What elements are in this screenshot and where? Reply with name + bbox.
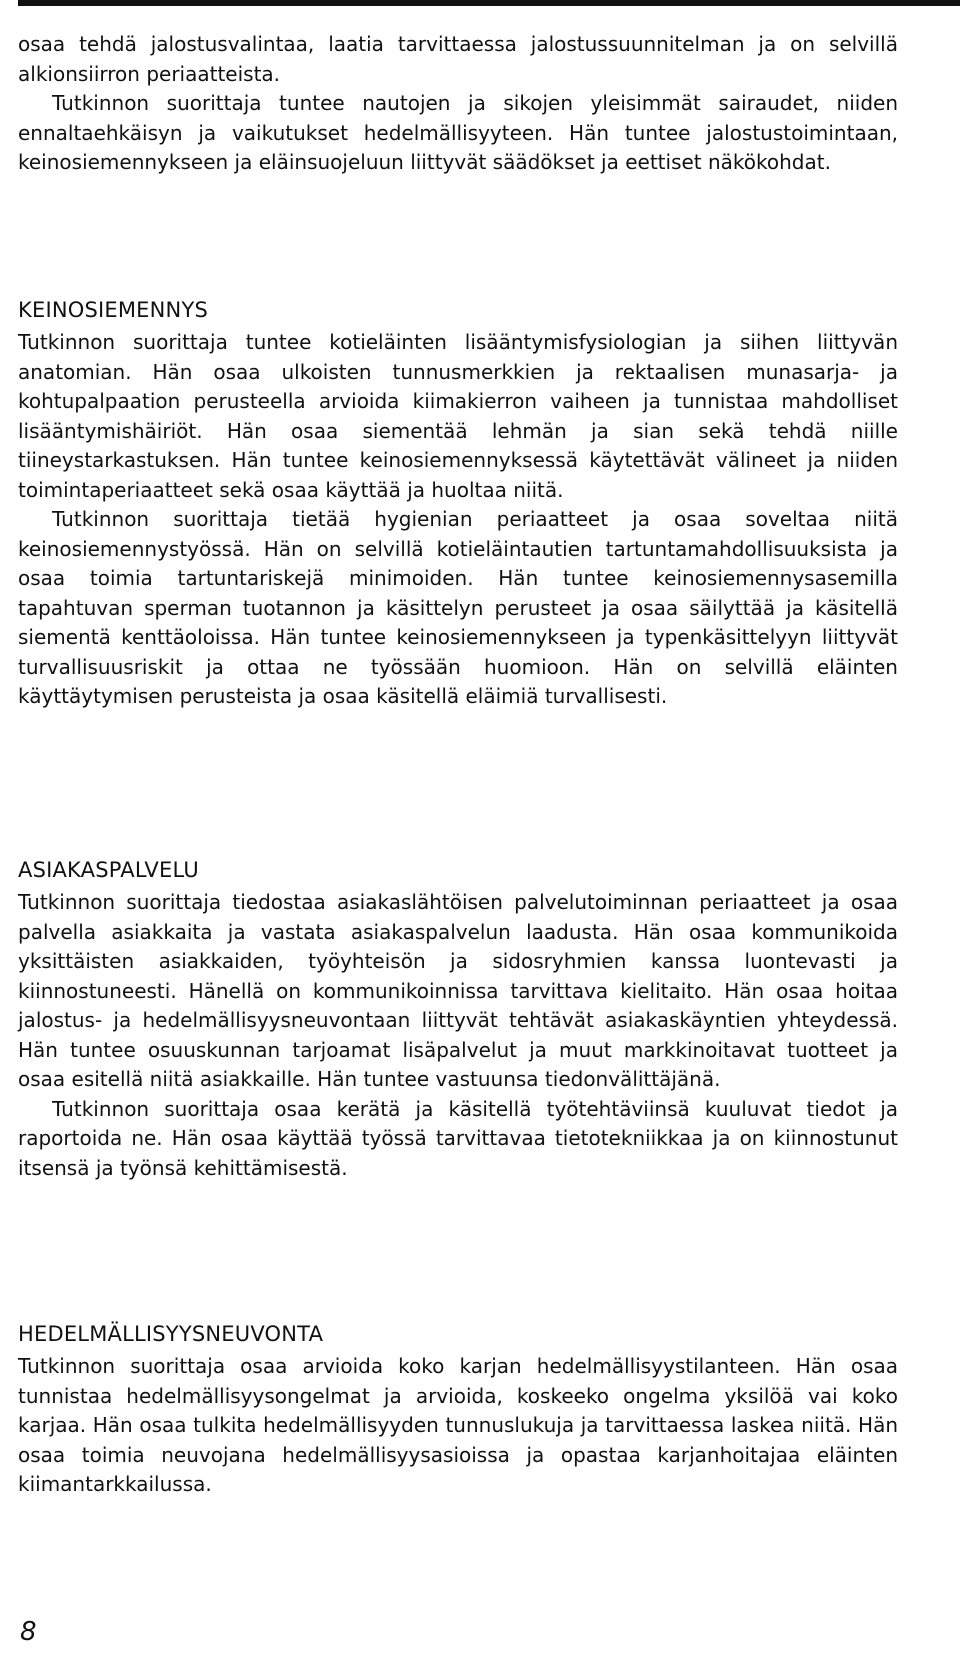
section-paragraph: Tutkinnon suorittaja osaa arvioida koko karjan hedelmällisyystilanteen. Hän osaa tunnistaa hedelmällisyysongelmat ja arvioida, koskeeko ongelma yksilöä vai koko karjaa. Hän osaa tulkita hedelmällisyyden tunnuslukuja ja tarvittaessa laskea niitä. Hän osaa toimia neuvojana hedelmällisyysasioissa ja opastaa karjanhoitajaa eläinten kiimantarkkailussa. [18, 1354, 898, 1496]
top-rule [18, 0, 960, 6]
section-heading: HEDELMÄLLISYYSNEUVONTA [18, 1322, 324, 1346]
section-heading: KEINOSIEMENNYS [18, 298, 209, 322]
intro-paragraph-2: Tutkinnon suorittaja tuntee nautojen ja sikojen yleisimmät sairaudet, niiden ennaltaehkäisyn ja vaikutukset hedelmällisyyteen. Hän tuntee jalostustoimintaan, keinosiemennykseen ja eläinsuojeluun liittyvät säädökset ja eettiset näkökohdat. [18, 91, 898, 174]
section-paragraph: Tutkinnon suorittaja tiedostaa asiakaslähtöisen palvelutoiminnan periaatteet ja osaa palvella asiakkaita ja vastata asiakaspalvelun laadusta. Hän osaa kommunikoida yksittäisten asiakkaiden, työyhteisön ja sidosryhmien kanssa luontevasti ja kiinnostuneesti. Hänellä on kommunikoinnissa tarvittava kielitaito. Hän osaa hoitaa jalostus- ja hedelmällisyysneuvontaan liittyvät tehtävät asiakaskäyntien yhteydessä. Hän tuntee osuuskunnan tarjoamat lisäpalvelut ja muut markkinoitavat tuotteet ja osaa esitellä niitä asiakkaille. Hän tuntee vastuunsa tiedonvälittäjänä. [18, 890, 898, 1091]
section-paragraph: Tutkinnon suorittaja tietää hygienian periaatteet ja osaa soveltaa niitä keinosiemennystyössä. Hän on selvillä kotieläintautien tartuntamahdollisuuksista ja osaa toimia tartuntariskejä minimoiden. Hän tuntee keinosiemennysasemilla tapahtuvan sperman tuotannon ja käsittelyn perusteet ja osaa säilyttää ja käsitellä siementä kenttäoloissa. Hän tuntee keinosiemennykseen ja typenkäsittelyyn liittyvät turvallisuusriskit ja ottaa ne työssään huomioon. Hän on selvillä eläinten käyttäytymisen perusteista ja osaa käsitellä eläimiä turvallisesti. [18, 507, 898, 708]
intro-paragraph-1: osaa tehdä jalostusvalintaa, laatia tarvittaessa jalostussuunnitelman ja on selvillä alkionsiirron periaatteista. [18, 32, 898, 86]
section-asiakaspalvelu [18, 856, 898, 1183]
section-keinosiemennys [18, 296, 898, 712]
page-number: 8 [20, 1617, 37, 1647]
section-paragraph: Tutkinnon suorittaja osaa kerätä ja käsitellä työtehtäviinsä kuuluvat tiedot ja raportoida ne. Hän osaa käyttää työssä tarvittavaa tietotekniikkaa ja on kiinnostunut itsensä ja työnsä kehittämisestä. [18, 1096, 898, 1180]
section-paragraph: Tutkinnon suorittaja tuntee kotieläinten lisääntymisfysiologian ja siihen liittyvän anatomian. Hän osaa ulkoisten tunnusmerkkien ja rektaalisen munasarja- ja kohtupalpaation perusteella arvioida kiimakierron vaiheen ja tunnistaa mahdolliset lisääntymishäiriöt. Hän osaa siementää lehmän ja sian sekä tehdä niille tiineystarkastuksen. Hän tuntee keinosiemennyksessä käytettävät välineet ja niiden toimintaperiaatteet sekä osaa käyttää ja huoltaa niitä. [18, 330, 898, 502]
intro-section [18, 30, 898, 178]
section-heading: ASIAKASPALVELU [18, 858, 199, 882]
section-hedelmallisyysneuvonta [18, 1320, 898, 1500]
